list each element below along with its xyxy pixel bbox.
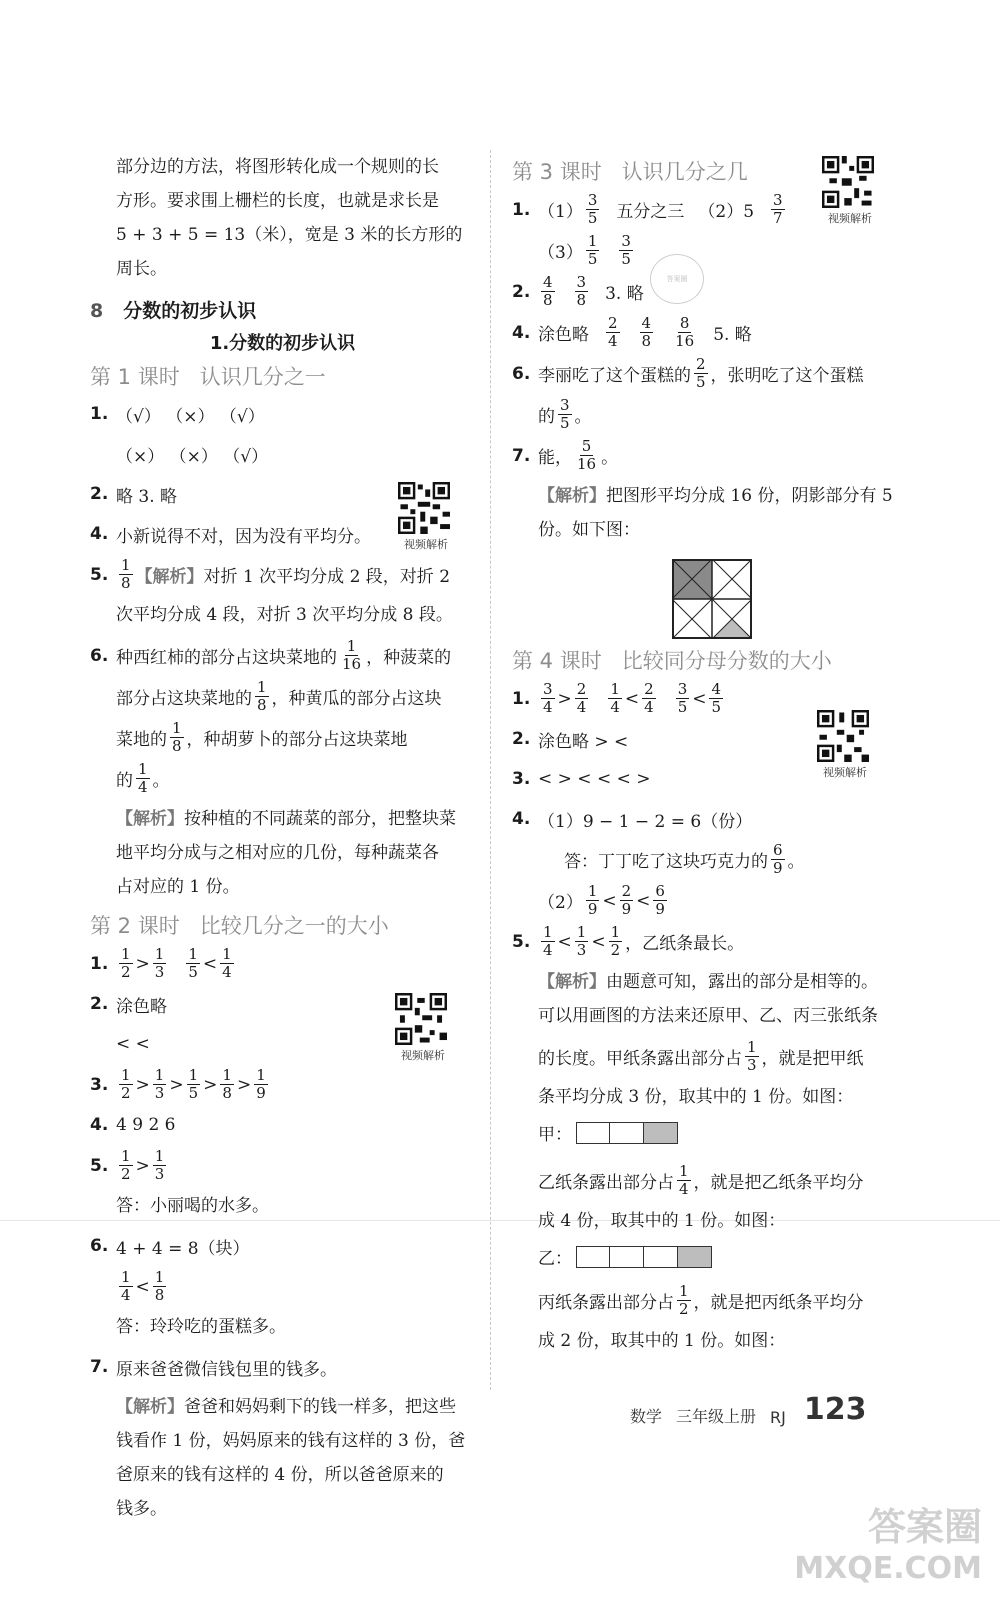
answer-row bbox=[90, 761, 475, 796]
question-number: 6. bbox=[90, 1236, 109, 1256]
strip-cell bbox=[610, 1122, 644, 1144]
question-number: 2. bbox=[90, 484, 109, 504]
answer-text: ，张明吃了这个蛋糕 bbox=[710, 366, 864, 386]
answer-text: 略 3. 略 bbox=[116, 486, 178, 507]
fraction: $\frac{1}{8}$ bbox=[257, 678, 267, 714]
answer-text: 5. 略 bbox=[713, 325, 752, 345]
fraction: $\frac{1}{2}$ bbox=[121, 1066, 131, 1102]
fraction: $\frac{1}{4}$ bbox=[222, 945, 232, 981]
answer-text: （√） （×） （√） bbox=[116, 406, 265, 427]
watermark-domain: MXQE.COM bbox=[794, 1551, 982, 1586]
chapter-heading bbox=[90, 296, 475, 323]
lesson-number: 第 4 课时 bbox=[512, 649, 602, 673]
analysis-text: 按种植的不同蔬菜的部分，把整块菜 bbox=[184, 809, 456, 829]
fraction: $\frac{2}{9}$ bbox=[621, 882, 632, 918]
answer-row: 1. $\frac{1}{2}$ > $\frac{1}{3}$ $\frac{1}{5}$ < $\frac{1}{4}$ bbox=[90, 945, 232, 981]
strip-cell bbox=[644, 1246, 678, 1268]
fraction: $\frac{8}{16}$ bbox=[675, 314, 695, 350]
qr-code-icon bbox=[395, 993, 447, 1045]
answer-row bbox=[512, 397, 907, 432]
qr-code-icon bbox=[398, 482, 450, 534]
answer-text: ，种胡萝卜的部分占这块菜地 bbox=[186, 730, 408, 750]
answer-text: 的 bbox=[538, 407, 555, 427]
answer-row bbox=[90, 397, 475, 431]
analysis-text: ，就是把丙纸条平均分 bbox=[693, 1293, 864, 1313]
analysis-text: 占对应的 1 份。 bbox=[116, 877, 240, 897]
answer-text: 原来爸爸微信钱包里的钱多。 bbox=[116, 1359, 337, 1380]
fraction: $\frac{5}{16}$ bbox=[577, 437, 597, 473]
answer-row bbox=[90, 720, 475, 755]
answer-text: （3） bbox=[538, 243, 583, 263]
question-number: 6. bbox=[512, 363, 531, 384]
strip-yi bbox=[512, 1244, 907, 1269]
answer-text: 。 bbox=[152, 771, 170, 791]
fraction: $\frac{1}{2}$ bbox=[121, 1147, 131, 1183]
strip-label: 乙： bbox=[538, 1249, 572, 1269]
analysis-text: 乙纸条露出部分占 bbox=[538, 1173, 674, 1193]
answer-row: 1. $\frac{3}{4}$ > $\frac{2}{4}$ $\frac{1}{4}$ < $\frac{2}{4}$ $\frac{3}{5}$ < $\frac{4}{5}$ bbox=[512, 680, 722, 716]
qr-caption: 视频解析 bbox=[404, 538, 448, 551]
chapter-title: 分数的初步认识 bbox=[123, 300, 257, 322]
strip-cell-shaded bbox=[644, 1122, 678, 1144]
answer-row bbox=[90, 1350, 475, 1384]
lesson-1-heading bbox=[90, 361, 475, 391]
answer-text: ，种菠菜的 bbox=[366, 648, 452, 668]
question-number: 4. bbox=[512, 322, 531, 343]
answer-row bbox=[512, 233, 907, 268]
fraction: $\frac{6}{9}$ bbox=[655, 882, 665, 918]
answer-text: 小新说得不对，因为没有平均分。 bbox=[116, 526, 371, 547]
fraction: $\frac{3}{7}$ bbox=[773, 191, 783, 227]
answer-row bbox=[512, 1163, 907, 1198]
strip-label: 甲： bbox=[538, 1125, 572, 1145]
answer-text: 答：丁丁吃了这块巧克力的 bbox=[564, 852, 768, 872]
question-number: 2. bbox=[512, 729, 531, 749]
fraction: $\frac{1}{9}$ bbox=[256, 1066, 266, 1102]
page-footer bbox=[630, 1392, 881, 1427]
fraction: $\frac{1}{9}$ bbox=[587, 882, 598, 918]
fraction: $\frac{2}{4}$ bbox=[576, 680, 587, 716]
lesson-number: 第 2 课时 bbox=[90, 914, 180, 938]
strip-cell-shaded bbox=[678, 1246, 712, 1268]
fraction: $\frac{1}{3}$ bbox=[747, 1038, 757, 1074]
question-number: 5. bbox=[512, 931, 531, 952]
lesson-title: 比较同分母分数的大小 bbox=[621, 649, 832, 673]
analysis-line bbox=[90, 1390, 475, 1424]
answer-text: （1）9 − 1 − 2 = 6（份） bbox=[538, 811, 753, 832]
question-number: 4. bbox=[90, 524, 109, 544]
analysis-line bbox=[512, 965, 907, 999]
question-number: 2. bbox=[90, 994, 109, 1014]
page-number: 123 bbox=[803, 1392, 867, 1427]
analysis-text: 把图形平均分成 16 份，阴影部分有 5 bbox=[606, 486, 893, 506]
fraction: $\frac{2}{5}$ bbox=[696, 355, 706, 391]
analysis-line bbox=[90, 802, 475, 836]
fraction: $\frac{1}{4}$ bbox=[679, 1162, 689, 1198]
lesson-4-heading bbox=[512, 645, 907, 675]
answer-text: （2） bbox=[538, 893, 583, 913]
answer-text: 的 bbox=[116, 771, 133, 791]
question-number: 1. bbox=[90, 953, 109, 974]
answer-text: 涂色略 bbox=[538, 325, 589, 345]
answer-row bbox=[512, 1039, 907, 1074]
question-number: 4. bbox=[512, 809, 531, 829]
intro-line: 5 + 3 + 5 = 13（米），宽是 3 米的长方形的 bbox=[116, 225, 463, 245]
fraction: $\frac{1}{16}$ bbox=[342, 637, 362, 673]
fraction: $\frac{1}{2}$ bbox=[121, 945, 131, 981]
answer-row bbox=[512, 438, 907, 473]
fraction: $\frac{1}{3}$ bbox=[154, 1147, 165, 1183]
qr-code-lesson-2[interactable] bbox=[395, 993, 451, 1063]
question-number: 5. bbox=[90, 1155, 109, 1176]
answer-row bbox=[90, 437, 475, 471]
qr-caption: 视频解析 bbox=[823, 766, 867, 779]
fraction: $\frac{3}{8}$ bbox=[576, 273, 587, 309]
question-number: 1. bbox=[512, 199, 531, 220]
watermark-logo-text: 答案圈 bbox=[867, 1505, 982, 1549]
lesson-title: 比较几分之一的大小 bbox=[199, 914, 389, 938]
answer-row bbox=[90, 1229, 475, 1263]
question-number: 4. bbox=[90, 1115, 109, 1135]
fraction: $\frac{1}{8}$ bbox=[222, 1066, 232, 1102]
analysis-text: 地平均分成与之相对应的几份，每种蔬菜各 bbox=[116, 843, 439, 863]
site-watermark bbox=[794, 1496, 982, 1586]
answer-text: 涂色略 bbox=[116, 996, 167, 1017]
fraction: $\frac{6}{9}$ bbox=[773, 841, 783, 877]
answer-text: 部分占这块菜地的 bbox=[116, 689, 252, 709]
fraction: $\frac{4}{8}$ bbox=[543, 273, 553, 309]
answer-text: 李丽吃了这个蛋糕的 bbox=[538, 366, 691, 386]
fraction: $\frac{3}{4}$ bbox=[543, 680, 553, 716]
intro-line: 周长。 bbox=[116, 259, 167, 279]
footer-edition: RJ bbox=[770, 1408, 786, 1427]
fraction: $\frac{2}{4}$ bbox=[644, 680, 654, 716]
fraction: $\frac{1}{4}$ bbox=[121, 1268, 131, 1304]
fraction: $\frac{2}{4}$ bbox=[608, 314, 618, 350]
analysis-text: 可以用画图的方法来还原甲、乙、丙三张纸条 bbox=[538, 1006, 878, 1026]
answer-row bbox=[90, 557, 475, 592]
analysis-text: ，就是把乙纸条平均分 bbox=[693, 1173, 864, 1193]
fraction: $\frac{3}{5}$ bbox=[587, 191, 598, 227]
lesson-number: 第 1 课时 bbox=[90, 365, 180, 389]
question-number: 6. bbox=[90, 645, 109, 666]
shaded-triangle bbox=[712, 619, 752, 639]
answer-row: 5. $\frac{1}{2}$ > $\frac{1}{3}$ bbox=[90, 1147, 165, 1183]
fraction: $\frac{4}{8}$ bbox=[641, 314, 652, 350]
question-number: 2. bbox=[512, 281, 531, 302]
qr-code-lesson-1[interactable] bbox=[398, 482, 454, 552]
analysis-line bbox=[512, 479, 907, 513]
fraction: $\frac{1}{4}$ bbox=[610, 680, 620, 716]
analysis-text: 条平均分成 3 份，取其中的 1 份。如图： bbox=[538, 1087, 854, 1107]
answer-text: （2）5 bbox=[698, 202, 755, 222]
answer-row bbox=[512, 315, 907, 350]
question-number: 3. bbox=[90, 1074, 109, 1095]
qr-code-icon bbox=[822, 156, 874, 208]
answer-text: 答：小丽喝的水多。 bbox=[116, 1196, 269, 1216]
fraction: $\frac{1}{3}$ bbox=[154, 1066, 165, 1102]
fraction: $\frac{1}{5}$ bbox=[587, 232, 598, 268]
strip-cell bbox=[576, 1122, 610, 1144]
analysis-tag: 【解析】 bbox=[538, 972, 606, 992]
qr-code-icon bbox=[817, 710, 869, 762]
fraction: $\frac{1}{4}$ bbox=[138, 760, 148, 796]
answer-text: （×） （×） （√） bbox=[116, 446, 269, 467]
fraction: $\frac{1}{8}$ bbox=[172, 719, 182, 755]
fraction: $\frac{1}{4}$ bbox=[543, 923, 553, 959]
fraction: $\frac{1}{3}$ bbox=[154, 945, 165, 981]
fraction: $\frac{1}{5}$ bbox=[188, 1066, 199, 1102]
answer-text: 次平均分成 4 段，对折 3 次平均分成 8 段。 bbox=[116, 605, 453, 625]
sixteen-part-figure bbox=[672, 559, 752, 639]
analysis-tag: 【解析】 bbox=[135, 567, 204, 587]
answer-text: 3. 略 bbox=[605, 284, 644, 304]
answer-row bbox=[90, 638, 475, 673]
question-number: 7. bbox=[90, 1357, 109, 1377]
answer-row bbox=[512, 356, 907, 391]
answer-text: < < bbox=[116, 1034, 150, 1054]
qr-code-lesson-3[interactable] bbox=[822, 156, 878, 226]
fraction: $\frac{1}{3}$ bbox=[576, 923, 587, 959]
fraction: $\frac{1}{2}$ bbox=[610, 923, 621, 959]
answer-text: 五分之三 bbox=[616, 202, 685, 222]
analysis-tag: 【解析】 bbox=[116, 809, 184, 829]
qr-code-lesson-4[interactable] bbox=[817, 710, 873, 780]
analysis-text: 由题意可知，露出的部分是相等的。 bbox=[606, 972, 878, 992]
answer-text: ，乙纸条最长。 bbox=[625, 934, 745, 954]
answer-row bbox=[90, 679, 475, 714]
fraction: $\frac{3}{5}$ bbox=[677, 680, 688, 716]
answer-text: < > < < < > bbox=[538, 769, 651, 789]
analysis-text: 丙纸条露出部分占 bbox=[538, 1293, 674, 1313]
answer-row: （2） $\frac{1}{9}$ < $\frac{2}{9}$ < $\frac{6}{9}$ bbox=[538, 882, 665, 918]
analysis-text: 钱看作 1 份，妈妈原来的钱有这样的 3 份，爸 bbox=[116, 1431, 466, 1451]
section-title: 1.分数的初步认识 bbox=[209, 333, 356, 354]
intro-line: 部分边的方法，将图形转化成一个规则的长 bbox=[116, 157, 439, 177]
right-column bbox=[512, 150, 907, 1358]
question-number: 3. bbox=[512, 769, 531, 789]
answer-text: 涂色略 > < bbox=[538, 731, 629, 752]
analysis-tag: 【解析】 bbox=[116, 1397, 184, 1417]
analysis-text: 成 4 份，取其中的 1 份。如图： bbox=[538, 1211, 786, 1231]
fraction: $\frac{4}{5}$ bbox=[711, 680, 722, 716]
answer-text: （1） bbox=[538, 202, 583, 222]
analysis-text: 份。如下图： bbox=[538, 520, 640, 540]
fraction: $\frac{1}{8}$ bbox=[154, 1268, 165, 1304]
fraction: $\frac{3}{5}$ bbox=[560, 396, 570, 432]
answer-row bbox=[512, 274, 907, 309]
answer-text: 。 bbox=[574, 407, 592, 427]
answer-row bbox=[512, 1283, 907, 1318]
left-column bbox=[90, 150, 475, 1526]
answer-text: ，种黄瓜的部分占这块 bbox=[271, 689, 442, 709]
column-divider bbox=[490, 150, 491, 1390]
footer-grade: 三年级上册 bbox=[676, 1407, 757, 1426]
strip-cell bbox=[576, 1246, 610, 1268]
lesson-title: 认识几分之几 bbox=[621, 160, 748, 184]
lesson-title: 认识几分之一 bbox=[199, 365, 326, 389]
question-number: 1. bbox=[512, 688, 531, 709]
analysis-text: ，就是把甲纸 bbox=[761, 1049, 864, 1069]
answer-row: $\frac{1}{4}$ < $\frac{1}{8}$ bbox=[121, 1268, 165, 1304]
analysis-tag: 【解析】 bbox=[538, 486, 606, 506]
fraction: $\frac{1}{5}$ bbox=[188, 945, 198, 981]
answer-text: 4 + 4 = 8（块） bbox=[116, 1238, 250, 1259]
answer-text: 能， bbox=[538, 448, 572, 468]
fraction: $\frac{1}{8}$ bbox=[121, 556, 131, 592]
answer-text: 4 9 2 6 bbox=[116, 1115, 176, 1135]
strip-jia bbox=[512, 1120, 907, 1145]
question-number: 1. bbox=[90, 404, 109, 424]
lesson-number: 第 3 课时 bbox=[512, 160, 602, 184]
qr-caption: 视频解析 bbox=[401, 1049, 445, 1062]
analysis-text: 爸原来的钱有这样的 4 份，所以爸爸原来的 bbox=[116, 1465, 444, 1485]
fraction: $\frac{1}{2}$ bbox=[679, 1282, 689, 1318]
fraction: $\frac{3}{5}$ bbox=[621, 232, 631, 268]
answer-text: 。 bbox=[601, 448, 619, 468]
answer-row: 答：丁丁吃了这块巧克力的 $\frac{6}{9}$ 。 bbox=[564, 841, 805, 877]
ink-stamp bbox=[650, 254, 704, 304]
analysis-text: 爸爸和妈妈剩下的钱一样多，把这些 bbox=[184, 1397, 456, 1417]
analysis-text: 钱多。 bbox=[116, 1499, 167, 1519]
answer-text: 对折 1 次平均分成 2 段，对折 2 bbox=[203, 567, 451, 587]
answer-text: 种西红柿的部分占这块菜地的 bbox=[116, 648, 337, 668]
answer-text: 菜地的 bbox=[116, 730, 167, 750]
analysis-text: 的长度。甲纸条露出部分占 bbox=[538, 1049, 742, 1069]
intro-line: 方形。要求围上栅栏的长度，也就是求长是 bbox=[116, 191, 439, 211]
footer-subject: 数学 bbox=[630, 1407, 663, 1426]
question-number: 7. bbox=[512, 445, 531, 466]
question-number: 5. bbox=[90, 564, 109, 585]
answer-row bbox=[512, 802, 907, 836]
answer-row bbox=[90, 1108, 475, 1142]
stamp-text: 答案圈 bbox=[666, 275, 688, 283]
answer-row: 3. $\frac{1}{2}$ > $\frac{1}{3}$ > $\frac{1}{5}$ > $\frac{1}{8}$ > $\frac{1}{9}$ bbox=[90, 1066, 266, 1102]
qr-caption: 视频解析 bbox=[828, 212, 872, 225]
strip-cell bbox=[610, 1246, 644, 1268]
answer-text: 答：玲玲吃的蛋糕多。 bbox=[116, 1317, 286, 1337]
lesson-2-heading bbox=[90, 910, 475, 940]
analysis-text: 成 2 份，取其中的 1 份。如图： bbox=[538, 1331, 786, 1351]
chapter-number: 8 bbox=[90, 300, 104, 322]
answer-row: 5. $\frac{1}{4}$ < $\frac{1}{3}$ < $\frac{1}{2}$ ，乙纸条最长。 bbox=[512, 923, 745, 959]
